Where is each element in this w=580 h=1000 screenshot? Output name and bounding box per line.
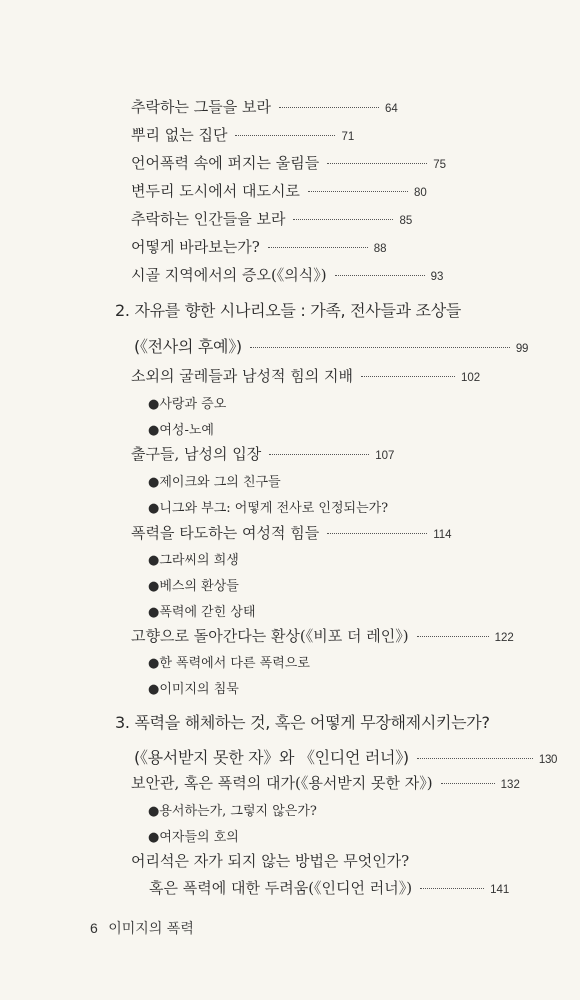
dot-leader [279, 107, 379, 108]
toc-entry [131, 772, 520, 793]
dot-leader [235, 135, 335, 136]
footer-book-title: 이미지의 폭력 [108, 921, 194, 937]
entry-title: 언어폭력 속에 퍼지는 울림들 [131, 154, 320, 172]
entry-title: ●제이크와 그의 친구들 [148, 475, 281, 490]
chapter-title: 3. 폭력을 해체하는 것, 혹은 어떻게 무장해제시키는가? [115, 713, 490, 732]
page-number: 71 [341, 131, 355, 143]
entry-title: ●사랑과 증오 [148, 397, 227, 412]
dot-leader [420, 888, 484, 889]
sub-entry [148, 471, 281, 490]
page-number: 102 [460, 372, 481, 384]
dot-leader [361, 376, 455, 377]
sub-entry [148, 393, 226, 412]
chapter-heading [115, 710, 490, 733]
entry-title: ●여자들의 호의 [148, 830, 239, 845]
chapter-heading [115, 298, 461, 321]
toc-entry [131, 264, 443, 285]
toc-entry [131, 625, 514, 646]
dot-leader [268, 247, 368, 248]
dot-leader [441, 783, 495, 784]
entry-title: 추락하는 인간들을 보라 [131, 210, 286, 228]
page-number: 114 [433, 529, 452, 541]
toc-entry [131, 96, 398, 117]
sub-entry [148, 800, 317, 819]
page-number: 88 [373, 243, 387, 255]
sub-entry [148, 419, 214, 438]
page-number: 80 [413, 187, 427, 199]
entry-title: 시골 지역에서의 증오(《의식》) [131, 266, 327, 284]
sub-entry [148, 826, 239, 845]
dot-leader [417, 636, 489, 637]
page-footer [90, 918, 194, 938]
entry-title: 고향으로 돌아간다는 환상(《비포 더 레인》) [131, 627, 409, 645]
dot-leader [269, 454, 369, 455]
entry-title: ●이미지의 침묵 [148, 682, 239, 697]
page-number: 130 [538, 754, 558, 766]
footer-page-number: 6 [90, 920, 98, 936]
page-number: 99 [515, 343, 529, 355]
sub-entry [148, 497, 388, 516]
sub-entry [148, 575, 239, 594]
toc-entry [131, 124, 354, 145]
entry-title: ●폭력에 갇힌 상태 [148, 605, 256, 620]
entry-title: 추락하는 그들을 보라 [131, 98, 271, 116]
toc-entry [131, 522, 452, 543]
entry-title: ●용서하는가, 그렇지 않은가? [148, 804, 317, 819]
toc-entry [131, 365, 480, 386]
dot-leader [308, 191, 408, 192]
dot-leader [335, 275, 425, 276]
chapter-subtitle [134, 745, 557, 768]
entry-title: 소외의 굴레들과 남성적 힘의 지배 [131, 367, 353, 385]
toc-entry [131, 208, 412, 229]
sub-entry [148, 678, 239, 697]
toc-entry [131, 152, 446, 173]
page-number: 122 [494, 632, 514, 644]
entry-title: 어떻게 바라보는가? [131, 238, 260, 256]
dot-leader [417, 758, 533, 759]
chapter-subtitle [134, 334, 528, 357]
entry-title: 보안관, 혹은 폭력의 대가(《용서받지 못한 자》) [131, 774, 433, 792]
page-number: 75 [433, 159, 446, 171]
entry-title: ●한 폭력에서 다른 폭력으로 [148, 656, 310, 671]
page-number: 132 [500, 779, 520, 791]
toc-entry [131, 236, 387, 257]
entry-title: (《전사의 후예》) [134, 337, 242, 356]
dot-leader [293, 219, 393, 220]
chapter-title: 2. 자유를 향한 시나리오들 : 가족, 전사들과 조상들 [115, 301, 462, 320]
entry-title: 혹은 폭력에 대한 두려움(《인디언 러너》) [149, 879, 413, 897]
sub-entry [148, 652, 310, 671]
entry-title: 뿌리 없는 집단 [131, 126, 228, 144]
entry-title: 출구들, 남성의 입장 [131, 445, 262, 463]
sub-entry [148, 549, 239, 568]
entry-title: ●니그와 부그: 어떻게 전사로 인정되는가? [148, 501, 389, 516]
entry-title: 폭력을 타도하는 여성적 힘들 [131, 524, 320, 542]
toc-entry [131, 850, 409, 871]
page-number: 107 [375, 450, 395, 462]
entry-title: ●베스의 환상들 [148, 579, 239, 594]
page-number: 85 [399, 215, 413, 227]
entry-title: (《용서받지 못한 자》와 《인디언 러너》) [134, 748, 409, 767]
toc-entry [131, 180, 427, 201]
dot-leader [327, 163, 427, 164]
entry-title: 어리석은 자가 되지 않는 방법은 무엇인가? [131, 852, 410, 870]
page-number: 141 [490, 884, 510, 896]
page-number: 64 [384, 103, 398, 115]
dot-leader [327, 533, 427, 534]
page-number: 93 [430, 271, 444, 283]
toc-entry [131, 443, 394, 464]
entry-title: ●그라씨의 희생 [148, 553, 239, 568]
entry-title: ●여성-노예 [148, 423, 214, 438]
entry-title: 변두리 도시에서 대도시로 [131, 182, 300, 200]
sub-entry [148, 601, 256, 620]
toc-entry-continued [149, 877, 509, 898]
dot-leader [250, 347, 510, 348]
